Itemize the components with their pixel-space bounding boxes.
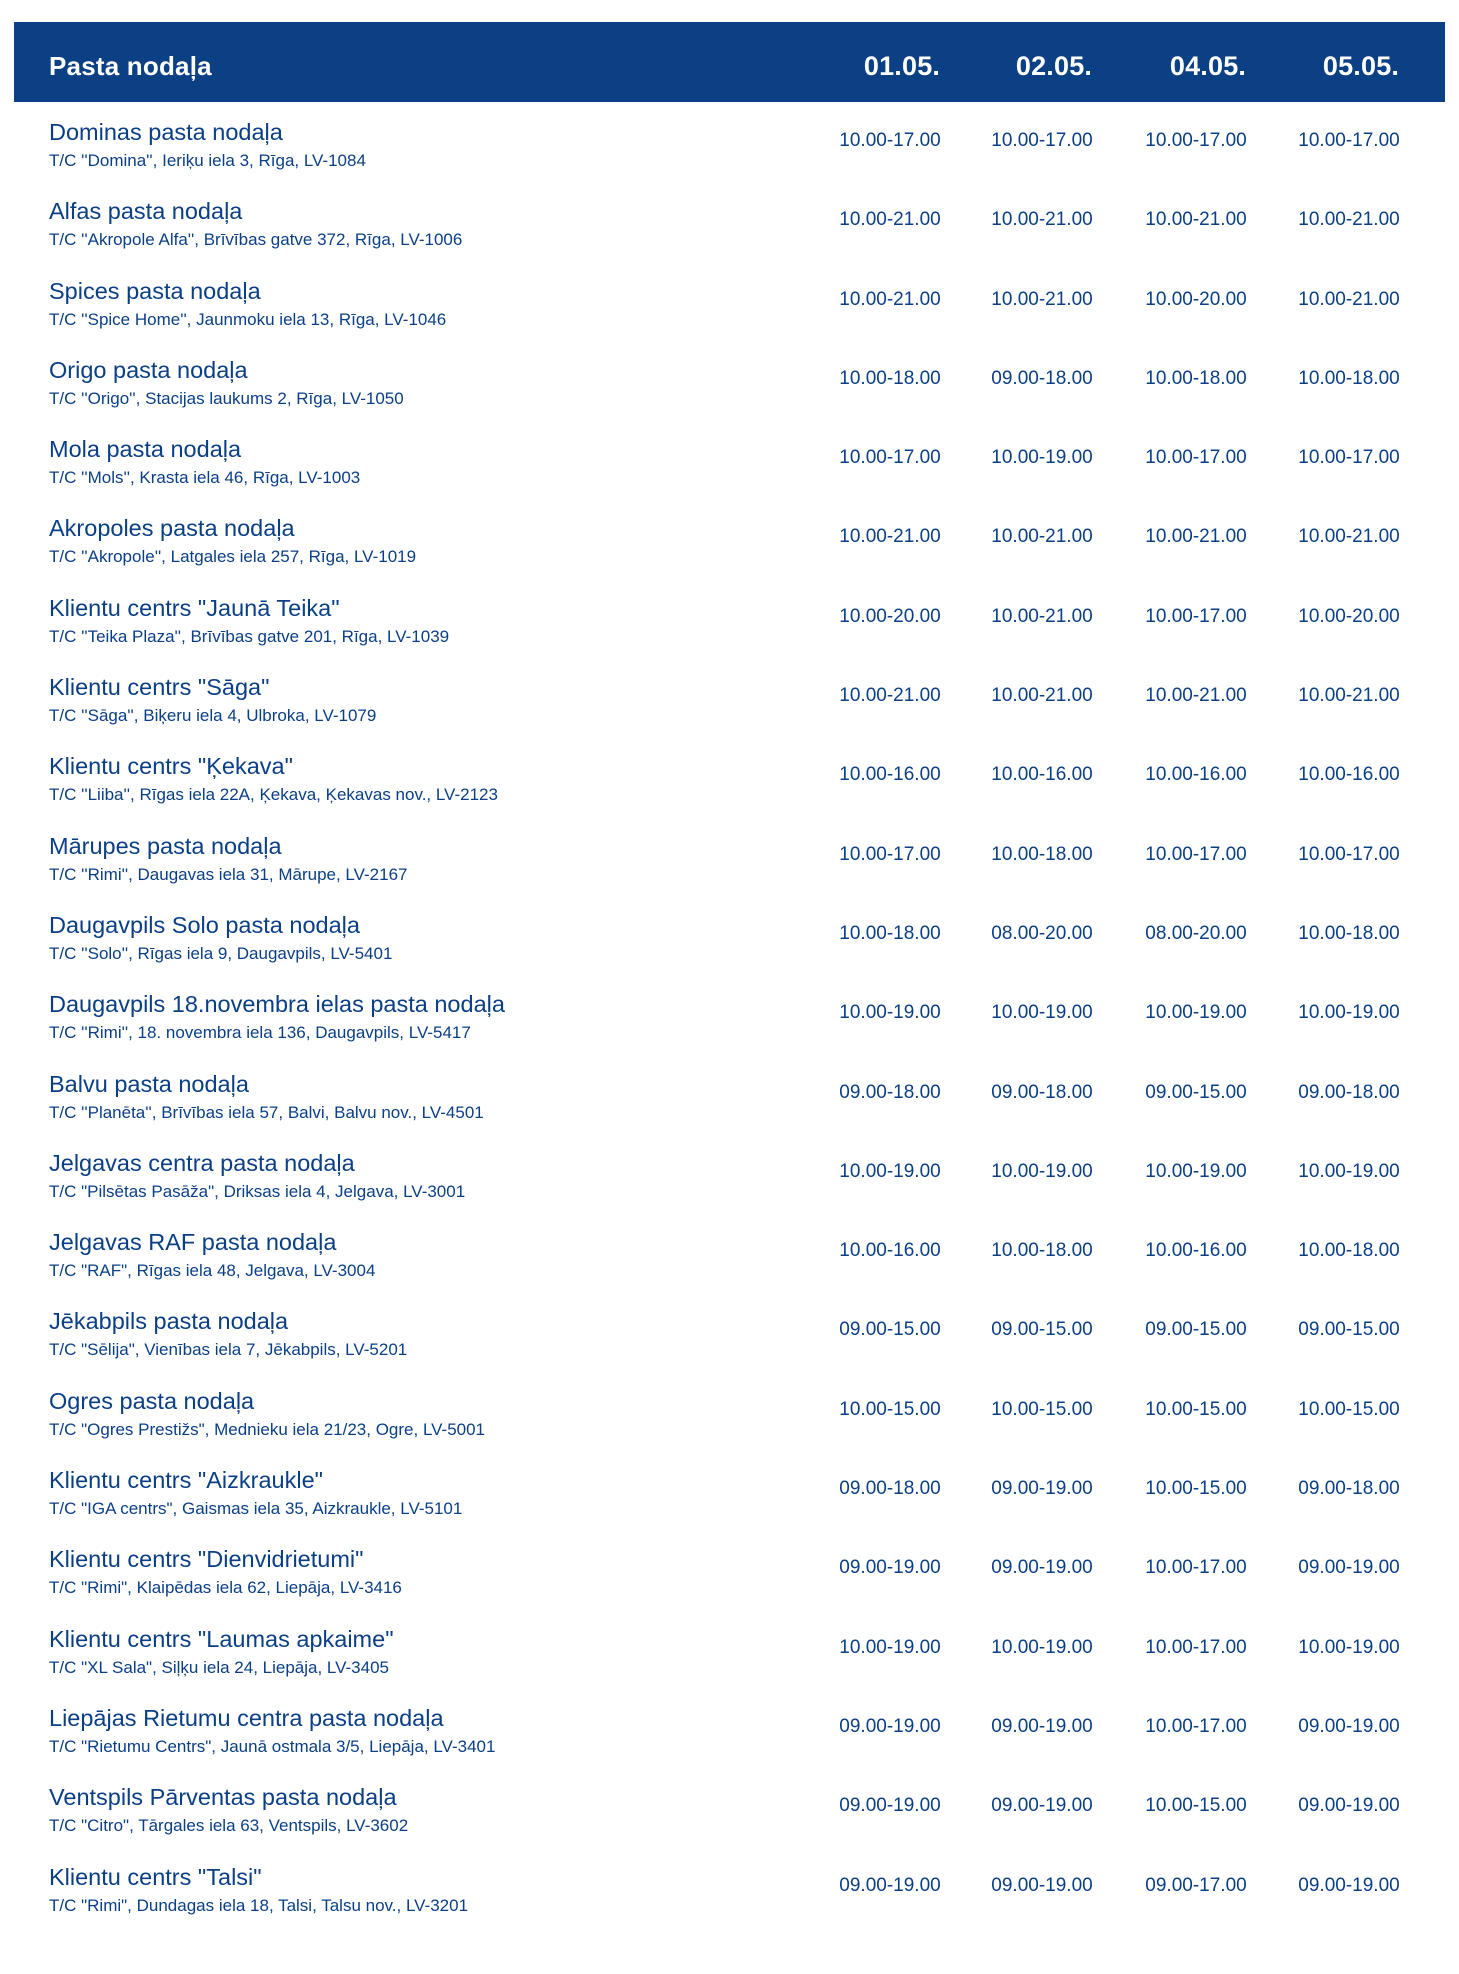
- office-address: T/C ''Rimi'', 18. novembra iela 136, Daugavpils, LV-5417: [49, 1023, 471, 1043]
- office-name: Klientu centrs "Aizkraukle": [49, 1467, 323, 1494]
- opening-hours-cell: 09.00-19.00: [1298, 1557, 1400, 1579]
- opening-hours-cell: 09.00-19.00: [839, 1874, 941, 1896]
- table-row: [0, 118, 1459, 197]
- opening-hours-cell: 10.00-15.00: [839, 1398, 941, 1420]
- opening-hours-cell: 10.00-19.00: [991, 1160, 1093, 1182]
- office-address: T/C "IGA centrs", Gaismas iela 35, Aizkraukle, LV-5101: [49, 1499, 463, 1519]
- column-header-date-3: 04.05.: [1169, 51, 1247, 81]
- office-name: Klientu centrs "Laumas apkaime": [49, 1625, 394, 1652]
- opening-hours-cell: 10.00-21.00: [1145, 209, 1247, 231]
- opening-hours-cell: 10.00-21.00: [1298, 685, 1400, 707]
- opening-hours-cell: 10.00-21.00: [1298, 526, 1400, 548]
- opening-hours-cell: 10.00-17.00: [1145, 605, 1247, 627]
- opening-hours-cell: 09.00-18.00: [1298, 1478, 1400, 1500]
- office-address: T/C ''Mols'', Krasta iela 46, Rīga, LV-1003: [49, 468, 361, 488]
- office-name: Akropoles pasta nodaļa: [49, 515, 295, 542]
- opening-hours-cell: 09.00-15.00: [1145, 1081, 1247, 1103]
- office-address: T/C "Rietumu Centrs", Jaunā ostmala 3/5, Liepāja, LV-3401: [49, 1736, 496, 1756]
- table-row: [0, 277, 1459, 356]
- office-name: Ogres pasta nodaļa: [49, 1387, 255, 1414]
- opening-hours-cell: 10.00-17.00: [839, 843, 941, 865]
- opening-hours-cell: 10.00-17.00: [1145, 1557, 1247, 1579]
- table-row: [0, 594, 1459, 673]
- office-name: Alfas pasta nodaļa: [49, 198, 243, 225]
- opening-hours-cell: 10.00-17.00: [839, 130, 941, 151]
- opening-hours-cell: 10.00-21.00: [991, 526, 1093, 548]
- opening-hours-cell: 10.00-17.00: [1145, 1636, 1247, 1658]
- opening-hours-cell: 10.00-17.00: [1298, 447, 1400, 469]
- table-row: [0, 673, 1459, 752]
- opening-hours-cell: 09.00-18.00: [839, 1081, 941, 1103]
- opening-hours-cell: 09.00-15.00: [839, 1319, 941, 1341]
- opening-hours-cell: 10.00-20.00: [839, 605, 941, 627]
- column-header-date-4: 05.05.: [1322, 51, 1400, 81]
- office-name: Liepājas Rietumu centra pasta nodaļa: [49, 1704, 444, 1731]
- opening-hours-cell: 09.00-19.00: [839, 1795, 941, 1817]
- opening-hours-cell: 10.00-18.00: [1298, 1240, 1400, 1262]
- opening-hours-cell: 10.00-21.00: [991, 605, 1093, 627]
- opening-hours-cell: 10.00-17.00: [1298, 130, 1400, 151]
- opening-hours-cell: 10.00-16.00: [839, 764, 941, 786]
- opening-hours-cell: 10.00-21.00: [839, 288, 941, 310]
- opening-hours-cell: 10.00-21.00: [991, 209, 1093, 231]
- opening-hours-cell: 09.00-17.00: [1145, 1874, 1247, 1896]
- office-name: Origo pasta nodaļa: [49, 356, 248, 383]
- table-row: [0, 911, 1459, 990]
- opening-hours-cell: 09.00-19.00: [991, 1557, 1093, 1579]
- opening-hours-cell: 10.00-19.00: [1145, 1160, 1247, 1182]
- opening-hours-cell: 10.00-19.00: [1145, 1002, 1247, 1024]
- opening-hours-cell: 10.00-21.00: [839, 209, 941, 231]
- office-address: T/C ''Akropole Alfa'', Brīvības gatve 372, Rīga, LV-1006: [49, 230, 463, 250]
- office-name: Klientu centrs "Sāga": [49, 674, 270, 701]
- office-address: T/C "Pilsētas Pasāža", Driksas iela 4, Jelgava, LV-3001: [49, 1181, 466, 1201]
- opening-hours-cell: 10.00-17.00: [1145, 843, 1247, 865]
- opening-hours-cell: 08.00-20.00: [991, 922, 1093, 944]
- office-name: Jelgavas RAF pasta nodaļa: [49, 1229, 337, 1256]
- opening-hours-cell: 10.00-15.00: [1145, 1795, 1247, 1817]
- table-row: [0, 1228, 1459, 1307]
- office-list: [0, 118, 1459, 1942]
- office-name: Mola pasta nodaļa: [49, 436, 242, 463]
- opening-hours-cell: 09.00-19.00: [1298, 1795, 1400, 1817]
- opening-hours-cell: 09.00-15.00: [991, 1319, 1093, 1341]
- office-address: T/C ''Planēta'', Brīvības iela 57, Balvi, Balvu nov., LV-4501: [49, 1102, 484, 1122]
- table-row: [0, 1070, 1459, 1149]
- office-name: Jelgavas centra pasta nodaļa: [49, 1149, 355, 1176]
- opening-hours-cell: 10.00-17.00: [1145, 447, 1247, 469]
- opening-hours-cell: 10.00-19.00: [1298, 1002, 1400, 1024]
- office-name: Daugavpils 18.novembra ielas pasta nodaļa: [49, 991, 505, 1018]
- opening-hours-cell: 10.00-19.00: [991, 1636, 1093, 1658]
- opening-hours-cell: 08.00-20.00: [1145, 922, 1247, 944]
- opening-hours-cell: 10.00-21.00: [1145, 685, 1247, 707]
- opening-hours-cell: 10.00-19.00: [1298, 1160, 1400, 1182]
- opening-hours-cell: 10.00-21.00: [1145, 526, 1247, 548]
- opening-hours-cell: 10.00-16.00: [1145, 1240, 1247, 1262]
- table-row: [0, 832, 1459, 911]
- table-row: [0, 1307, 1459, 1386]
- office-name: Dominas pasta nodaļa: [49, 119, 283, 145]
- office-address: T/C ''Teika Plaza'', Brīvības gatve 201, Rīga, LV-1039: [49, 626, 450, 646]
- opening-hours-cell: 10.00-21.00: [991, 685, 1093, 707]
- table-row: [0, 752, 1459, 831]
- opening-hours-cell: 10.00-16.00: [1145, 764, 1247, 786]
- office-name: Ventspils Pārventas pasta nodaļa: [49, 1784, 397, 1811]
- opening-hours-cell: 10.00-19.00: [839, 1160, 941, 1182]
- opening-hours-cell: 09.00-15.00: [1298, 1319, 1400, 1341]
- opening-hours-cell: 10.00-21.00: [991, 288, 1093, 310]
- table-row: [0, 1387, 1459, 1466]
- opening-hours-cell: 09.00-18.00: [991, 367, 1093, 389]
- opening-hours-cell: 09.00-18.00: [1298, 1081, 1400, 1103]
- opening-hours-cell: 10.00-17.00: [839, 447, 941, 469]
- opening-hours-cell: 09.00-15.00: [1145, 1319, 1247, 1341]
- opening-hours-cell: 10.00-21.00: [1298, 209, 1400, 231]
- column-header-date-2: 02.05.: [1015, 51, 1093, 81]
- office-address: T/C "Rimi", Dundagas iela 18, Talsi, Talsu nov., LV-3201: [49, 1895, 469, 1915]
- office-name: Daugavpils Solo pasta nodaļa: [49, 911, 360, 938]
- office-address: T/C "Rimi", Klaipēdas iela 62, Liepāja, LV-3416: [49, 1578, 402, 1598]
- office-name: Mārupes pasta nodaļa: [49, 832, 282, 859]
- opening-hours-cell: 09.00-19.00: [991, 1874, 1093, 1896]
- office-address: T/C ''Spice Home'', Jaunmoku iela 13, Rīga, LV-1046: [49, 309, 447, 329]
- office-name: Klientu centrs "Dienvidrietumi": [49, 1546, 364, 1573]
- office-address: T/C "Sēlija", Vienības iela 7, Jēkabpils, LV-5201: [49, 1340, 408, 1360]
- office-address: T/C ''Solo'', Rīgas iela 9, Daugavpils, LV-5401: [49, 943, 393, 963]
- office-name: Balvu pasta nodaļa: [49, 1070, 249, 1097]
- opening-hours-cell: 10.00-16.00: [1298, 764, 1400, 786]
- table-row: [0, 1863, 1459, 1942]
- opening-hours-cell: 09.00-19.00: [839, 1557, 941, 1579]
- opening-hours-cell: 09.00-19.00: [1298, 1874, 1400, 1896]
- table-row: [0, 1625, 1459, 1704]
- table-row: [0, 514, 1459, 593]
- table-row: [0, 1149, 1459, 1228]
- opening-hours-cell: 10.00-19.00: [839, 1636, 941, 1658]
- opening-hours-cell: 10.00-19.00: [1298, 1636, 1400, 1658]
- table-row: [0, 435, 1459, 514]
- office-address: T/C ''Rimi'', Daugavas iela 31, Mārupe, LV-2167: [49, 864, 408, 884]
- table-row: [0, 1545, 1459, 1624]
- opening-hours-cell: 10.00-21.00: [839, 685, 941, 707]
- office-name: Jēkabpils pasta nodaļa: [49, 1308, 289, 1335]
- office-address: T/C "Ogres Prestižs", Mednieku iela 21/23, Ogre, LV-5001: [49, 1419, 486, 1439]
- office-address: T/C ''Sāga'', Biķeru iela 4, Ulbroka, LV-1079: [49, 706, 377, 726]
- opening-hours-cell: 10.00-21.00: [839, 526, 941, 548]
- office-name: Spices pasta nodaļa: [49, 277, 261, 304]
- opening-hours-cell: 10.00-15.00: [991, 1398, 1093, 1420]
- opening-hours-cell: 10.00-16.00: [839, 1240, 941, 1262]
- office-address: T/C "Citro", Tārgales iela 63, Ventspils, LV-3602: [49, 1816, 409, 1836]
- table-row: [0, 1783, 1459, 1862]
- opening-hours-cell: 09.00-18.00: [839, 1478, 941, 1500]
- opening-hours-cell: 09.00-19.00: [991, 1795, 1093, 1817]
- table-row: [0, 1704, 1459, 1783]
- office-address: T/C ''Akropole'', Latgales iela 257, Rīga, LV-1019: [49, 547, 417, 567]
- office-address: T/C ''Liiba'', Rīgas iela 22A, Ķekava, Ķekavas nov., LV-2123: [49, 785, 498, 805]
- column-header-date-1: 01.05.: [863, 51, 941, 81]
- table-row: [0, 197, 1459, 276]
- opening-hours-cell: 10.00-18.00: [1145, 367, 1247, 389]
- opening-hours-cell: 09.00-19.00: [991, 1715, 1093, 1737]
- opening-hours-cell: 10.00-17.00: [1145, 130, 1247, 151]
- opening-hours-cell: 10.00-18.00: [839, 367, 941, 389]
- opening-hours-cell: 10.00-15.00: [1145, 1398, 1247, 1420]
- office-address: T/C "RAF", Rīgas iela 48, Jelgava, LV-3004: [49, 1261, 376, 1281]
- opening-hours-cell: 10.00-17.00: [1298, 843, 1400, 865]
- office-address: T/C ''Origo'', Stacijas laukums 2, Rīga, LV-1050: [49, 388, 404, 408]
- opening-hours-cell: 09.00-18.00: [991, 1081, 1093, 1103]
- opening-hours-cell: 09.00-19.00: [839, 1715, 941, 1737]
- opening-hours-cell: 10.00-18.00: [1298, 922, 1400, 944]
- table-row: [0, 990, 1459, 1069]
- table-row: [0, 1466, 1459, 1545]
- opening-hours-cell: 09.00-19.00: [991, 1478, 1093, 1500]
- opening-hours-cell: 10.00-20.00: [1298, 605, 1400, 627]
- opening-hours-cell: 10.00-18.00: [991, 1240, 1093, 1262]
- office-name: Klientu centrs "Jaunā Teika": [49, 594, 340, 621]
- column-header-office: Pasta nodaļa: [49, 51, 212, 81]
- opening-hours-cell: 10.00-18.00: [839, 922, 941, 944]
- office-name: Klientu centrs "Talsi": [49, 1863, 262, 1890]
- table-row: [0, 356, 1459, 435]
- office-address: T/C "XL Sala", Siļķu iela 24, Liepāja, LV-3405: [49, 1657, 389, 1677]
- opening-hours-cell: 10.00-19.00: [991, 447, 1093, 469]
- office-name: Klientu centrs "Ķekava": [49, 753, 293, 780]
- opening-hours-cell: 10.00-17.00: [1145, 1715, 1247, 1737]
- opening-hours-cell: 10.00-15.00: [1145, 1478, 1247, 1500]
- opening-hours-cell: 10.00-20.00: [1145, 288, 1247, 310]
- opening-hours-cell: 10.00-16.00: [991, 764, 1093, 786]
- opening-hours-cell: 10.00-19.00: [991, 1002, 1093, 1024]
- opening-hours-cell: 10.00-15.00: [1298, 1398, 1400, 1420]
- opening-hours-cell: 09.00-19.00: [1298, 1715, 1400, 1737]
- table-header: [14, 22, 1445, 102]
- opening-hours-cell: 10.00-18.00: [991, 843, 1093, 865]
- opening-hours-cell: 10.00-19.00: [839, 1002, 941, 1024]
- opening-hours-cell: 10.00-21.00: [1298, 288, 1400, 310]
- opening-hours-cell: 10.00-17.00: [991, 130, 1093, 151]
- office-address: T/C ''Domina'', Ieriķu iela 3, Rīga, LV-1084: [49, 151, 366, 170]
- opening-hours-cell: 10.00-18.00: [1298, 367, 1400, 389]
